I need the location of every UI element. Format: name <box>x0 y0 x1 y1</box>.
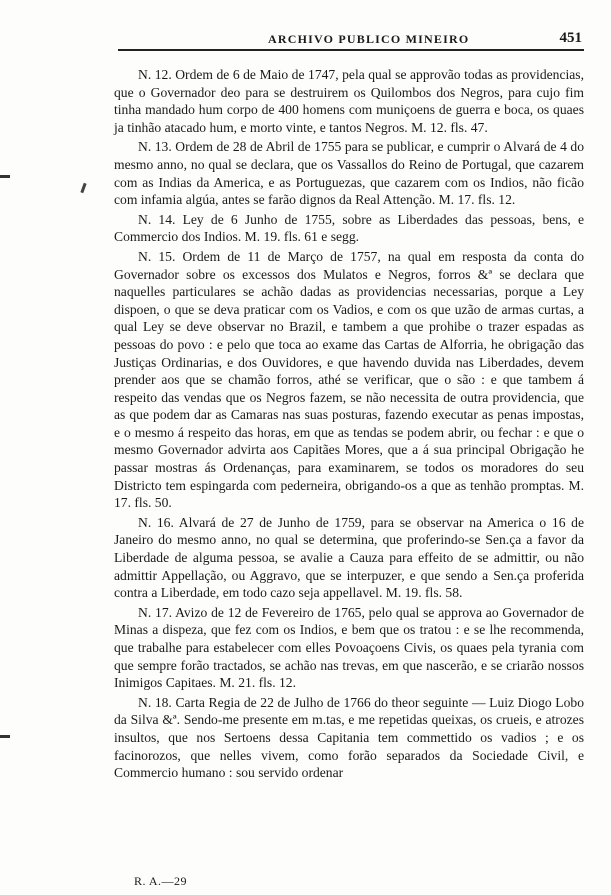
margin-mark <box>80 183 86 193</box>
entry-paragraph: N. 15. Ordem de 11 de Março de 1757, na qual em resposta da conta do Governador sobre os excessos dos Mulatos e Negros, forros &ª se declara que naquelles particulares se achão dadas as providencias necessarias, porque a Ley dispoen, o que se deva praticar com os Vadios, e com os que uzão de armas curtas, a qual Ley se deve observar no Brazil, e tambem a que prohibe o trazer espadas as pessoas do povo : e pelo que toca ao exame das Cartas de Alforria, he obrigação das Justiças Ordinarias, e dos Ouvidores, e que havendo duvida nas Liberdades, devem prender aos que se chamão forros, athé se verificar, que o são : e que tambem á respeito das vendas que os Negros fazem, se não necessita de outra providencia, que as que podem dar as Camaras nas suas posturas, fazendo executar as penas impostas, e o mesmo á respeito das horas, em que as tendas se podem abrir, ou fechar : e que o mesmo Governador advirta aos Capitães Mores, que a á sua principal Obrigação he passar mostras ás Ordenanças, para examinarem, se todos os moradores do seu Districto tem espingarda com pederneira, obrigando-os a que as tenhão promptas. M. 17. fls. 50. <box>114 248 584 511</box>
page-number: 451 <box>559 30 582 46</box>
margin-mark <box>0 175 10 178</box>
entry-paragraph: N. 18. Carta Regia de 22 de Julho de 1766 do theor seguinte — Luiz Diogo Lobo da Silva &ª. Sendo-me presente em m.tas, e me repetidas queixas, os crueis, e atrozes insultos, que nos Sertoens dessa Capitania tem commettido os vadios ; e os facinorozos, que nelles vivem, como forão separados da Sociedade Civil, e Commercio humano : sou servido ordenar <box>114 694 584 781</box>
header-title: ARCHIVO PUBLICO MINEIRO <box>268 32 470 46</box>
entry-paragraph: N. 13. Ordem de 28 de Abril de 1755 para se publicar, e cumprir o Alvará de 4 do mesmo anno, no qual se declara, que os Vassallos do Reino de Portugal, que cazarem com as Indias da America, e as Portuguezas, que cazarem com os Indios, não ficão com infamia algúa, antes se farão dignos da Real Attenção. M. 17. fls. 12. <box>114 139 584 208</box>
header-rule <box>118 49 584 51</box>
signature-mark: R. A.—29 <box>134 874 188 888</box>
entry-paragraph: N. 17. Avizo de 12 de Fevereiro de 1765, pelo qual se approva ao Governador de Minas a dispeza, que fez com os Indios, e bem que os tratou : e se lhe recommenda, que trabalhe para estabelecer com elles Povoaçoens Civis, os quaes pela tyrania com que sempre forão tractados, se achão nas trevas, em que nascerão, e se criarão nossos Inimigos Capitaes. M. 21. fls. 12. <box>114 604 584 691</box>
document-body <box>114 66 584 782</box>
entry-paragraph: N. 16. Alvará de 27 de Junho de 1759, para se observar na America o 16 de Janeiro do mesmo anno, no qual se determina, que proferindo-se Sen.ça a favor da Liberdade de alguma pessoa, se avalie a Cauza para effeito de se admittir, ou não admittir Appellação, ou Aggravo, que se interpuzer, e que sendo a Sen.ça proferida contra a Liberdade, em todo cazo seja appellavel. M. 19. fls. 58. <box>114 514 584 601</box>
margin-mark <box>0 735 10 738</box>
entry-paragraph: N. 14. Ley de 6 Junho de 1755, sobre as Liberdades das pessoas, bens, e Commercio dos Indios. M. 19. fls. 61 e segg. <box>114 211 584 245</box>
entry-paragraph: N. 12. Ordem de 6 de Maio de 1747, pela qual se approvão todas as providencias, que o Governador deo para se destruirem os Quilombos dos Negros, para cujo fim tinha mandado hum corpo de 400 homens com muniçoens de guerra e boca, os quaes ja tinhão atacado hum, e morto vinte, e tantos Negros. M. 12. fls. 47. <box>114 67 584 135</box>
running-header <box>118 30 586 50</box>
